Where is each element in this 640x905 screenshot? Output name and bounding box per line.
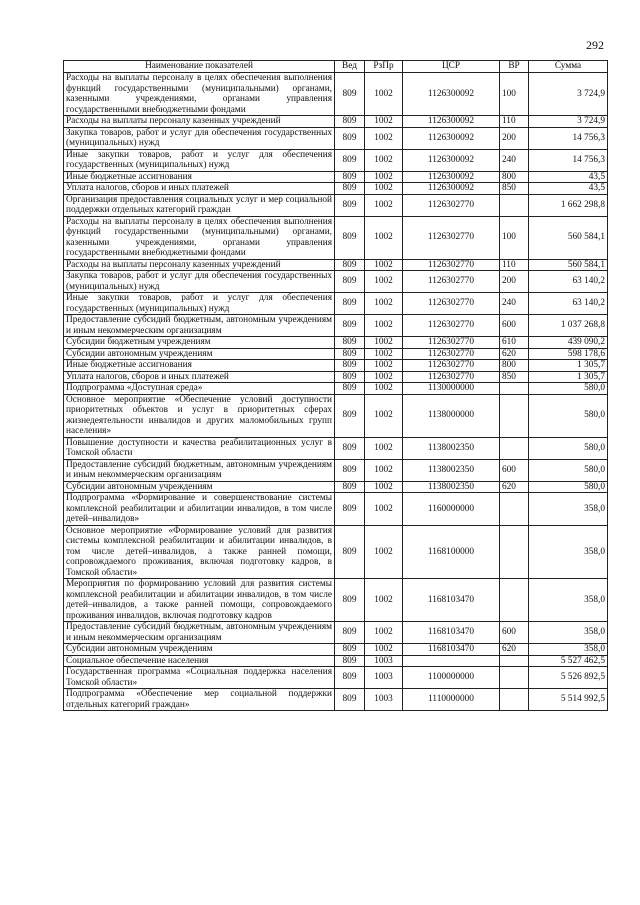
row-sum: 358,0 xyxy=(529,525,608,579)
table-row xyxy=(64,493,608,526)
row-rzpr: 1002 xyxy=(365,149,403,171)
row-vr: 620 xyxy=(500,481,529,493)
row-name: Субсидии автономным учреждениям xyxy=(64,348,335,360)
row-ved: 809 xyxy=(335,371,365,383)
row-name: Мероприятия по формированию условий для развития системы комплексной реабилитации и абилитации инвалидов, в том числе детей–инвалидов, а также ранней помощи, сопровождаемого проживания инвалидов, включая подготовку кадров xyxy=(64,579,335,622)
row-csr xyxy=(403,655,500,667)
row-vr xyxy=(500,579,529,622)
row-vr xyxy=(500,383,529,395)
row-vr: 200 xyxy=(500,271,529,293)
row-name: Расходы на выплаты персоналу в целях обеспечения выполнения функций государственными (муниципальными) органами, казенными учреждениями, органами управления государственными внебюджетными фондами xyxy=(64,73,335,116)
row-vr xyxy=(500,194,529,216)
table-row xyxy=(64,348,608,360)
row-ved: 809 xyxy=(335,437,365,459)
row-sum: 580,0 xyxy=(529,383,608,395)
col-header-csr: ЦСР xyxy=(403,61,500,73)
row-vr: 110 xyxy=(500,259,529,271)
row-vr: 620 xyxy=(500,644,529,656)
row-name: Иные закупки товаров, работ и услуг для обеспечения государственных (муниципальных) нужд xyxy=(64,293,335,315)
row-name: Основное мероприятие «Формирование условий для развития системы комплексной реабилитации и абилитации инвалидов, в том числе детей–инвалидов, а также ранней помощи, сопровождаемого проживания, включая подготовку кадров, в Томской области» xyxy=(64,525,335,579)
row-ved: 809 xyxy=(335,271,365,293)
row-sum: 5 514 992,5 xyxy=(529,689,608,711)
row-sum: 1 305,7 xyxy=(529,371,608,383)
row-vr xyxy=(500,525,529,579)
row-name: Социальное обеспечение населения xyxy=(64,655,335,667)
row-rzpr: 1003 xyxy=(365,655,403,667)
row-name: Субсидии автономным учреждениям xyxy=(64,481,335,493)
row-rzpr: 1002 xyxy=(365,271,403,293)
row-sum: 598 178,6 xyxy=(529,348,608,360)
row-csr: 1168103470 xyxy=(403,644,500,656)
row-sum: 14 756,3 xyxy=(529,127,608,149)
table-row xyxy=(64,259,608,271)
row-vr: 600 xyxy=(500,315,529,337)
header-row xyxy=(64,61,608,73)
row-ved: 809 xyxy=(335,315,365,337)
row-ved: 809 xyxy=(335,383,365,395)
table-row xyxy=(64,315,608,337)
table-row xyxy=(64,127,608,149)
row-rzpr: 1002 xyxy=(365,259,403,271)
row-name: Иные бюджетные ассигнования xyxy=(64,360,335,372)
row-sum: 63 140,2 xyxy=(529,271,608,293)
row-rzpr: 1002 xyxy=(365,459,403,481)
row-rzpr: 1002 xyxy=(365,348,403,360)
row-name: Подпрограмма «Обеспечение мер социальной поддержки отдельных категорий граждан» xyxy=(64,689,335,711)
row-vr: 200 xyxy=(500,127,529,149)
row-ved: 809 xyxy=(335,644,365,656)
row-csr: 1126300092 xyxy=(403,149,500,171)
row-sum: 63 140,2 xyxy=(529,293,608,315)
row-vr: 800 xyxy=(500,360,529,372)
row-ved: 809 xyxy=(335,525,365,579)
row-name: Закупка товаров, работ и услуг для обеспечения государственных (муниципальных) нужд xyxy=(64,271,335,293)
row-ved: 809 xyxy=(335,293,365,315)
table-row xyxy=(64,644,608,656)
row-ved: 809 xyxy=(335,689,365,711)
table-row xyxy=(64,655,608,667)
row-ved: 809 xyxy=(335,194,365,216)
row-ved: 809 xyxy=(335,655,365,667)
table-row xyxy=(64,216,608,259)
row-rzpr: 1002 xyxy=(365,127,403,149)
row-name: Подпрограмма «Доступная среда» xyxy=(64,383,335,395)
row-csr: 1126300092 xyxy=(403,183,500,195)
row-csr: 1126302770 xyxy=(403,371,500,383)
row-name: Повышение доступности и качества реабилитационных услуг в Томской области xyxy=(64,437,335,459)
row-sum: 1 305,7 xyxy=(529,360,608,372)
col-header-rzpr: РзПр xyxy=(365,61,403,73)
row-csr: 1126302770 xyxy=(403,194,500,216)
row-name: Расходы на выплаты персоналу казенных учреждений xyxy=(64,259,335,271)
row-name: Подпрограмма «Формирование и совершенствование системы комплексной реабилитации и абилитации инвалидов, в том числе детей–инвалидов» xyxy=(64,493,335,526)
row-csr: 1126302770 xyxy=(403,216,500,259)
row-ved: 809 xyxy=(335,127,365,149)
row-ved: 809 xyxy=(335,459,365,481)
row-name: Основное мероприятие «Обеспечение условий доступности приоритетных объектов и услуг в приоритетных сферах жизнедеятельности инвалидов и других маломобильных групп населения» xyxy=(64,394,335,437)
row-csr: 1100000000 xyxy=(403,667,500,689)
row-name: Закупка товаров, работ и услуг для обеспечения государственных (муниципальных) нужд xyxy=(64,127,335,149)
row-csr: 1126302770 xyxy=(403,337,500,349)
row-sum: 358,0 xyxy=(529,493,608,526)
row-csr: 1168103470 xyxy=(403,622,500,644)
table-row xyxy=(64,271,608,293)
row-name: Предоставление субсидий бюджетным, автономным учреждениям и иным некоммерческим организациям xyxy=(64,459,335,481)
row-vr: 110 xyxy=(500,116,529,128)
row-sum: 3 724,9 xyxy=(529,73,608,116)
row-rzpr: 1003 xyxy=(365,689,403,711)
table-row xyxy=(64,360,608,372)
row-vr: 600 xyxy=(500,459,529,481)
row-csr: 1126302770 xyxy=(403,360,500,372)
row-ved: 809 xyxy=(335,667,365,689)
row-vr: 610 xyxy=(500,337,529,349)
table-row xyxy=(64,579,608,622)
row-csr: 1168103470 xyxy=(403,579,500,622)
row-rzpr: 1002 xyxy=(365,360,403,372)
table-row xyxy=(64,394,608,437)
row-vr: 800 xyxy=(500,171,529,183)
table-row xyxy=(64,149,608,171)
row-ved: 809 xyxy=(335,394,365,437)
row-csr: 1126302770 xyxy=(403,271,500,293)
table-row xyxy=(64,525,608,579)
row-sum: 560 584,1 xyxy=(529,216,608,259)
table-row xyxy=(64,194,608,216)
row-csr: 1126302770 xyxy=(403,293,500,315)
row-csr: 1168100000 xyxy=(403,525,500,579)
row-sum: 1 662 298,8 xyxy=(529,194,608,216)
row-sum: 439 090,2 xyxy=(529,337,608,349)
col-header-ved: Вед xyxy=(335,61,365,73)
row-csr: 1130000000 xyxy=(403,383,500,395)
row-csr: 1126302770 xyxy=(403,348,500,360)
row-sum: 43,5 xyxy=(529,183,608,195)
row-sum: 5 527 462,5 xyxy=(529,655,608,667)
row-vr xyxy=(500,394,529,437)
budget-table xyxy=(63,60,608,711)
row-rzpr: 1002 xyxy=(365,525,403,579)
row-name: Расходы на выплаты персоналу казенных учреждений xyxy=(64,116,335,128)
row-vr: 600 xyxy=(500,622,529,644)
row-sum: 358,0 xyxy=(529,644,608,656)
table-row xyxy=(64,383,608,395)
row-rzpr: 1002 xyxy=(365,194,403,216)
row-rzpr: 1002 xyxy=(365,315,403,337)
row-ved: 809 xyxy=(335,493,365,526)
col-header-vr: ВР xyxy=(500,61,529,73)
row-name: Государственная программа «Социальная поддержка населения Томской области» xyxy=(64,667,335,689)
row-sum: 358,0 xyxy=(529,622,608,644)
row-rzpr: 1002 xyxy=(365,73,403,116)
row-rzpr: 1002 xyxy=(365,437,403,459)
table-row xyxy=(64,171,608,183)
row-sum: 1 037 268,8 xyxy=(529,315,608,337)
row-ved: 809 xyxy=(335,183,365,195)
table-row xyxy=(64,459,608,481)
row-ved: 809 xyxy=(335,481,365,493)
row-csr: 1126300092 xyxy=(403,171,500,183)
row-name: Субсидии бюджетным учреждениям xyxy=(64,337,335,349)
row-name: Уплата налогов, сборов и иных платежей xyxy=(64,183,335,195)
table-row xyxy=(64,689,608,711)
row-vr: 850 xyxy=(500,371,529,383)
row-vr: 240 xyxy=(500,149,529,171)
row-sum: 358,0 xyxy=(529,579,608,622)
row-name: Иные закупки товаров, работ и услуг для обеспечения государственных (муниципальных) нужд xyxy=(64,149,335,171)
row-csr: 1138002350 xyxy=(403,481,500,493)
row-vr: 100 xyxy=(500,73,529,116)
row-rzpr: 1002 xyxy=(365,383,403,395)
row-ved: 809 xyxy=(335,259,365,271)
col-header-sum: Сумма xyxy=(529,61,608,73)
table-body xyxy=(64,73,608,711)
table-row xyxy=(64,437,608,459)
row-rzpr: 1002 xyxy=(365,493,403,526)
row-rzpr: 1002 xyxy=(365,183,403,195)
row-sum: 580,0 xyxy=(529,459,608,481)
row-ved: 809 xyxy=(335,171,365,183)
row-ved: 809 xyxy=(335,579,365,622)
row-csr: 1138000000 xyxy=(403,394,500,437)
row-rzpr: 1002 xyxy=(365,622,403,644)
table-row xyxy=(64,622,608,644)
table-row xyxy=(64,116,608,128)
row-name: Уплата налогов, сборов и иных платежей xyxy=(64,371,335,383)
row-vr xyxy=(500,493,529,526)
row-sum: 580,0 xyxy=(529,394,608,437)
page-number: 292 xyxy=(586,38,604,52)
row-sum: 3 724,9 xyxy=(529,116,608,128)
row-sum: 5 526 892,5 xyxy=(529,667,608,689)
table-row xyxy=(64,667,608,689)
row-vr xyxy=(500,437,529,459)
row-ved: 809 xyxy=(335,348,365,360)
row-csr: 1126302770 xyxy=(403,259,500,271)
row-csr: 1138002350 xyxy=(403,459,500,481)
row-name: Расходы на выплаты персоналу в целях обеспечения выполнения функций государственными (муниципальными) органами, казенными учреждениями, органами управления государственными внебюджетными фондами xyxy=(64,216,335,259)
row-ved: 809 xyxy=(335,149,365,171)
row-name: Предоставление субсидий бюджетным, автономным учреждениям и иным некоммерческим организациям xyxy=(64,622,335,644)
row-rzpr: 1002 xyxy=(365,579,403,622)
row-rzpr: 1002 xyxy=(365,293,403,315)
row-rzpr: 1002 xyxy=(365,216,403,259)
row-name: Иные бюджетные ассигнования xyxy=(64,171,335,183)
table-header xyxy=(64,61,608,73)
table-row xyxy=(64,183,608,195)
row-vr: 850 xyxy=(500,183,529,195)
row-sum: 580,0 xyxy=(529,437,608,459)
row-rzpr: 1002 xyxy=(365,644,403,656)
table-row xyxy=(64,73,608,116)
row-vr: 620 xyxy=(500,348,529,360)
table-row xyxy=(64,337,608,349)
row-name: Субсидии автономным учреждениям xyxy=(64,644,335,656)
row-ved: 809 xyxy=(335,116,365,128)
row-ved: 809 xyxy=(335,622,365,644)
row-sum: 560 584,1 xyxy=(529,259,608,271)
row-csr: 1160000000 xyxy=(403,493,500,526)
row-ved: 809 xyxy=(335,337,365,349)
row-csr: 1126300092 xyxy=(403,73,500,116)
row-rzpr: 1002 xyxy=(365,394,403,437)
row-csr: 1126300092 xyxy=(403,127,500,149)
row-vr xyxy=(500,689,529,711)
row-ved: 809 xyxy=(335,216,365,259)
row-ved: 809 xyxy=(335,73,365,116)
row-rzpr: 1003 xyxy=(365,667,403,689)
row-vr: 240 xyxy=(500,293,529,315)
row-csr: 1126300092 xyxy=(403,116,500,128)
row-vr: 100 xyxy=(500,216,529,259)
row-vr xyxy=(500,667,529,689)
row-name: Организация предоставления социальных услуг и мер социальной поддержки отдельных категорий граждан xyxy=(64,194,335,216)
row-csr: 1110000000 xyxy=(403,689,500,711)
row-rzpr: 1002 xyxy=(365,337,403,349)
row-sum: 580,0 xyxy=(529,481,608,493)
table-row xyxy=(64,371,608,383)
row-name: Предоставление субсидий бюджетным, автономным учреждениям и иным некоммерческим организациям xyxy=(64,315,335,337)
table-row xyxy=(64,481,608,493)
row-vr xyxy=(500,655,529,667)
row-csr: 1126302770 xyxy=(403,315,500,337)
row-rzpr: 1002 xyxy=(365,481,403,493)
table-row xyxy=(64,293,608,315)
row-rzpr: 1002 xyxy=(365,371,403,383)
row-sum: 14 756,3 xyxy=(529,149,608,171)
row-rzpr: 1002 xyxy=(365,116,403,128)
row-ved: 809 xyxy=(335,360,365,372)
col-header-name: Наименование показателей xyxy=(64,61,335,73)
row-rzpr: 1002 xyxy=(365,171,403,183)
row-sum: 43,5 xyxy=(529,171,608,183)
row-csr: 1138002350 xyxy=(403,437,500,459)
